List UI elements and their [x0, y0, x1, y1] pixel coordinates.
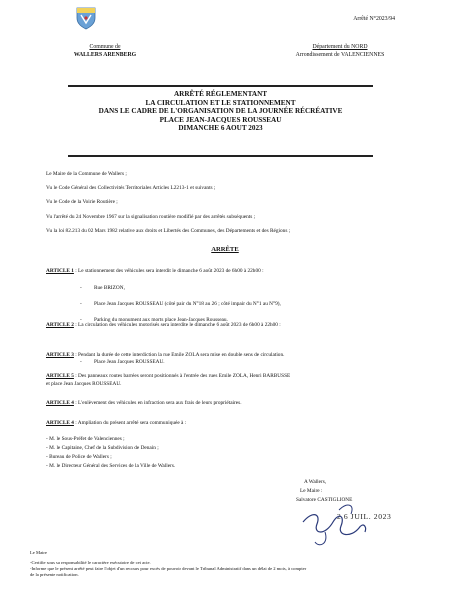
- article-1: [46, 268, 264, 275]
- signature-place: A Wallers,: [304, 479, 327, 485]
- title-line: LA CIRCULATION ET LE STATIONNEMENT: [145, 98, 296, 107]
- footer-label: Le Maire: [30, 550, 47, 555]
- department-label: Département du NORD: [312, 44, 368, 50]
- commune-name: WALLERS ARENBERG: [73, 52, 137, 58]
- preamble: [46, 171, 290, 242]
- article-4-removal: [46, 400, 242, 407]
- preamble-line: Vu le Code Général des Collectivités Territoriales Articles L2213-1 et suivants ;: [46, 185, 216, 192]
- arrete-number: Arrêté N°2023/94: [353, 16, 395, 22]
- article-label: ARTICLE 1: [46, 268, 74, 274]
- date-stamp: 2 6 JUIL. 2023: [337, 512, 392, 521]
- footer: [30, 550, 306, 578]
- arrondissement-label: Arrondissement de VALENCIENNES: [295, 52, 385, 58]
- preamble-line: Le Maire de la Commune de Wallers ;: [46, 171, 127, 177]
- list-item: - M. le Sous-Préfet de Valenciennes ;: [46, 436, 125, 442]
- list-item: - Place Jean Jacques ROUSSEAU.: [80, 359, 450, 366]
- footer-line: -Certifie sous sa responsabilité le caractère exécutoire de cet acte.: [30, 560, 151, 565]
- article-text: : L'enlèvement des véhicules en infraction sera aux frais de leurs propriétaires.: [73, 400, 242, 406]
- article-5-continued: et place Jean Jacques ROUSSEAU.: [46, 381, 122, 387]
- title-line: DANS LE CADRE DE L'ORGANISATION DE LA JOURNÉE RÉCRÉATIVE: [98, 107, 343, 116]
- article-text: : Des panneaux routes barrées seront positionnés à l'entrée des rues Emile ZOLA, Henri BARBUSSE: [73, 373, 291, 379]
- footer-line: -Informe que le présent arrêté peut faire l'objet d'un recours pour excès de pouvoir devant le Tribunal Administratif dans un délai de 2 mois, à compter: [30, 566, 307, 571]
- title-line: ARRÊTÉ RÉGLEMENTANT: [173, 90, 268, 98]
- commune-label: Commune de: [89, 44, 121, 50]
- article-text: : Pendant la durée de cette interdiction la rue Emile ZOLA sera mise en double sens de circulation.: [73, 352, 285, 358]
- signer-name: Salvatore CASTIGLIONE: [296, 497, 353, 503]
- article-text: : Le stationnement des véhicules sera interdit le dimanche 6 août 2023 de 6h00 à 22h00 :: [73, 268, 264, 274]
- department-block: [270, 43, 410, 59]
- footer-line: de la présente notification.: [30, 572, 79, 577]
- list-item: - Place Jean Jacques ROUSSEAU (côté pair du N°18 au 26 ; côté impair du N°1 au N°9),: [80, 301, 450, 308]
- article-label: ARTICLE 5: [46, 373, 74, 379]
- article-text: : Ampliation du présent arrêté sera communiquée à :: [73, 420, 187, 426]
- article-3: [46, 352, 284, 359]
- article-label: ARTICLE 4: [46, 420, 74, 426]
- article-label: ARTICLE 2: [46, 322, 74, 328]
- preamble-line: Vu la loi 82.213 du 02 Mars 1982 relative aux droits et Libertés des Communes, des Départements et des Régions ;: [46, 227, 291, 234]
- article-label: ARTICLE 4: [46, 400, 74, 406]
- handwritten-signature: [295, 492, 375, 552]
- title-line: PLACE JEAN-JACQUES ROUSSEAU: [159, 115, 282, 124]
- preamble-line: Vu l'arrêté du 24 Novembre 1967 sur la signalisation routière modifié par des arrêtés subséquents ;: [46, 213, 256, 220]
- document-title-box: [68, 85, 373, 157]
- title-line: DIMANCHE 6 AOUT 2023: [178, 124, 263, 133]
- list-item: - M. le Capitaine, Chef de la Subdivision de Denain ;: [46, 445, 159, 451]
- arrete-heading: ARRÊTE: [211, 246, 239, 253]
- article-5: [46, 373, 290, 380]
- article-4-distribution: [46, 420, 186, 427]
- article-2: [46, 322, 281, 329]
- commune-block: [60, 43, 150, 59]
- commune-crest-logo: [75, 6, 97, 30]
- list-item: - Bureau de Police de Wallers ;: [46, 454, 112, 460]
- list-item: - Rue BRIZON,: [80, 285, 450, 292]
- article-text: : La circulation des véhicules motorisés sera interdite le dimanche 6 août 2023 de 6h00 à 22h00 :: [73, 322, 281, 328]
- article-label: ARTICLE 3: [46, 352, 74, 358]
- signature-role: Le Maire :: [300, 488, 323, 494]
- list-item: - Parking du monument aux morts place Jean-Jacques Rousseau.: [80, 317, 450, 324]
- list-item: - M. le Directeur Général des Services de la Ville de Wallers.: [46, 463, 176, 469]
- preamble-line: Vu le Code de la Voirie Routière ;: [46, 199, 118, 206]
